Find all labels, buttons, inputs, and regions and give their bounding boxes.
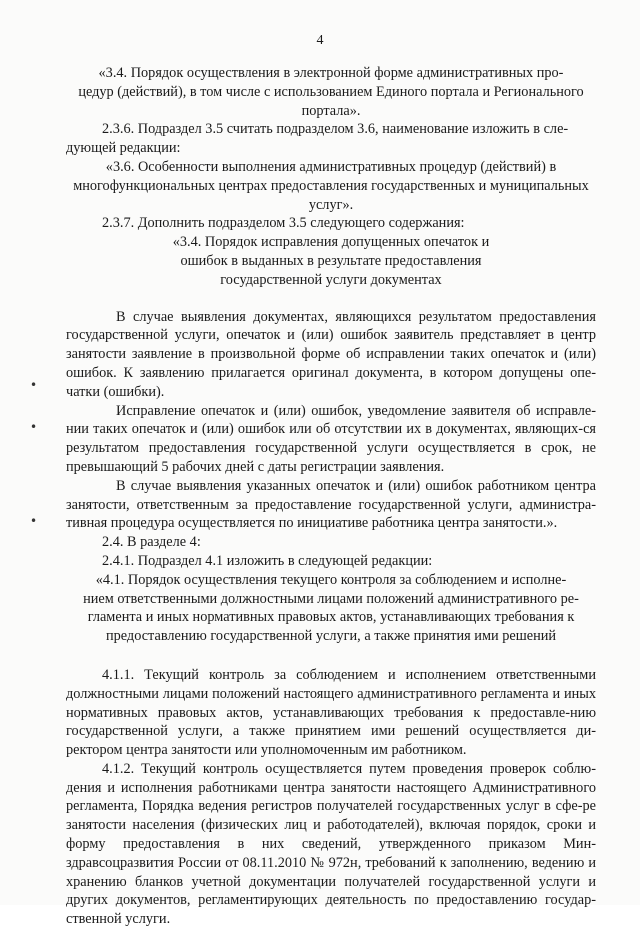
text-line: 2.3.7. Дополнить подразделом 3.5 следующего содержания: bbox=[102, 215, 465, 232]
section-heading: гламента и иных нормативных правовых актов, устанавливающих требования к bbox=[87, 609, 575, 626]
page-number: 4 bbox=[316, 33, 324, 48]
text-line: «3.6. Особенности выполнения административных процедур (действий) в bbox=[105, 158, 557, 175]
margin-mark: • bbox=[30, 378, 38, 392]
paragraph: 2.4.1. Подраздел 4.1 изложить в следующей редакции: bbox=[102, 552, 433, 569]
section-heading: предоставлению государственной услуги, а также принятия ими решений bbox=[105, 628, 557, 645]
section-heading: «3.4. Порядок исправления допущенных опечаток и bbox=[172, 234, 490, 251]
text-line: многофункциональных центрах предоставления государственных и муниципальных bbox=[73, 177, 589, 194]
paragraph: В случае выявления указанных опечаток и (или) ошибок работником центра занятости, ответственным за предоставление государственной услуги, администра-тивная процедура осуществляется по инициативе работника центра занятости.». bbox=[66, 477, 596, 532]
paragraph: В случае выявления документах, являющихся результатом предоставления государственной услуги, опечаток и (или) ошибок заявитель представляет в центр занятости заявление в произвольной форме об исправлении таких опечаток и (или) ошибок. К заявлению прилагается оригинал документа, в котором допущены опе-чатки (ошибки). bbox=[66, 308, 596, 400]
text-line: дующей редакции: bbox=[66, 140, 181, 157]
section-heading: нием ответственными должностными лицами положений административного ре- bbox=[83, 590, 579, 607]
section-heading: «4.1. Порядок осуществления текущего контроля за соблюдением и исполне- bbox=[95, 571, 567, 588]
margin-mark: • bbox=[30, 514, 38, 528]
text-line: «3.4. Порядок осуществления в электронной форме административных про- bbox=[98, 65, 564, 81]
section-heading: ошибок в выданных в результате предоставления bbox=[180, 252, 482, 269]
text-line: 2.3.6. Подраздел 3.5 считать подразделом 3.6, наименование изложить в сле- bbox=[102, 121, 569, 138]
section-heading: государственной услуги документах bbox=[220, 271, 442, 288]
text-line: портала». bbox=[301, 102, 361, 119]
margin-mark: • bbox=[30, 420, 38, 434]
paragraph: 4.1.1. Текущий контроль за соблюдением и исполнением ответственными должностными лицами положений настоящего административного регламента и иных нормативных правовых актов, устанавливающих требования к предоставле-нию государственной услуги, а также принятием ими решений осуществляется ди-ректором центра занятости или уполномоченным им работником. bbox=[66, 666, 596, 759]
paragraph: 2.4. В разделе 4: bbox=[102, 534, 201, 551]
text-line: услуг». bbox=[308, 196, 354, 213]
paragraph: Исправление опечаток и (или) ошибок, уведомление заявителя об исправле-нии таких опечаток и (или) ошибок или об отсутствии их в документах, являющих-ся результатом предоставления государственной услуги осуществляется в срок, не превышающий 5 рабочих дней с даты регистрации заявления. bbox=[66, 402, 596, 475]
paragraph: 4.1.2. Текущий контроль осуществляется путем проведения проверок соблю-дения и исполнения работниками центра занятости настоящего Административного регламента, Порядка ведения регистров получателей государственных услуг в сфе-ре занятости населения (физических лиц и работодателей), включая порядок, сроки и форму предоставления в них сведений, утвержденного приказом Мин-здравсоцразвития России от 08.11.2010 № 972н, требований к заполнению, ведению и хранению бланков учетной документации получателей государственной услуги и других документов, регламентирующих деятельность по предоставлению государ-ственной услуги. bbox=[66, 760, 596, 928]
text-line: цедур (действий), в том числе с использованием Единого портала и Регионального bbox=[78, 83, 584, 100]
document-body bbox=[66, 64, 596, 929]
